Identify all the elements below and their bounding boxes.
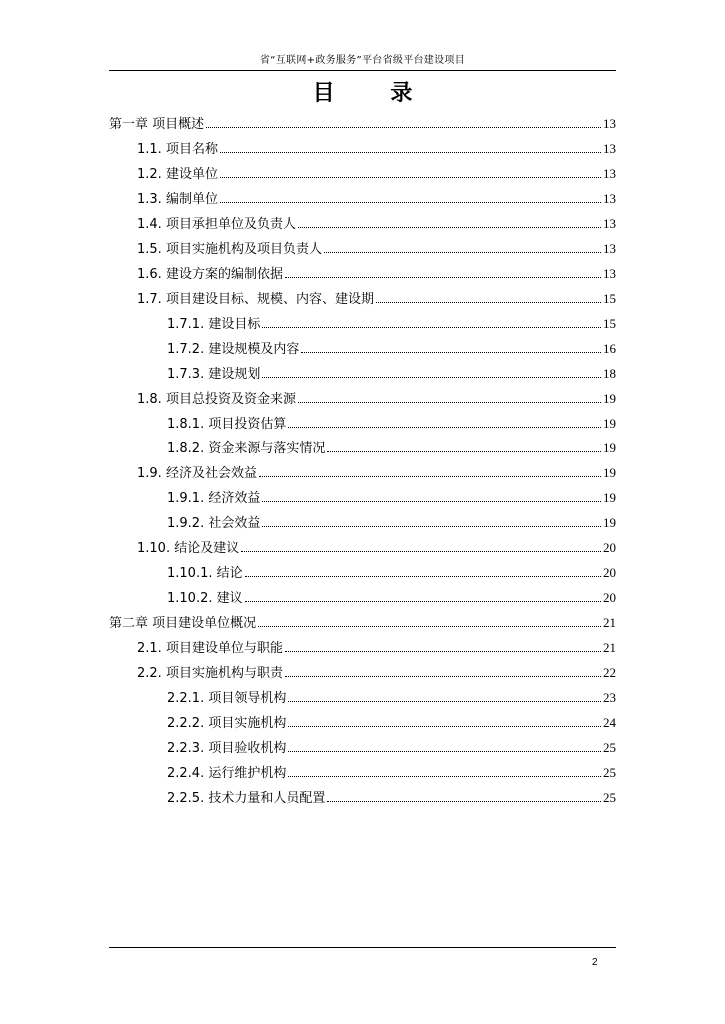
toc-entry-page-number: 19 [603,515,616,531]
toc-dot-leader [245,575,601,577]
footer-page-number: 2 [592,957,598,968]
toc-entry-label: 1.7.2. 建设规模及内容 [167,338,299,357]
toc-dot-leader [298,226,601,228]
toc-entry-label: 第一章 项目概述 [109,113,204,132]
toc-dot-leader [220,151,601,153]
toc-entry-page-number: 20 [603,540,616,556]
toc-dot-leader [285,650,601,652]
toc-entry-label: 1.3. 编制单位 [137,188,218,207]
toc-entry[interactable] [109,335,616,357]
toc-entry[interactable] [109,185,616,207]
toc-entry-label: 1.8.2. 资金来源与落实情况 [167,437,325,456]
toc-entry-label: 1.4. 项目承担单位及负责人 [137,213,296,232]
toc-entry[interactable] [109,135,616,157]
toc-entry-label: 2.2.5. 技术力量和人员配置 [167,787,325,806]
toc-entry-label: 2.1. 项目建设单位与职能 [137,637,283,656]
toc-entry-page-number: 16 [603,340,616,356]
toc-entry[interactable] [109,609,616,631]
toc-entry-page-number: 20 [603,590,616,606]
toc-entry-label: 1.8.1. 项目投资估算 [167,413,286,432]
toc-dot-leader [285,276,601,278]
toc-dot-leader [262,500,601,502]
toc-entry-page-number: 25 [603,740,616,755]
toc-entry-label: 1.10.2. 建议 [167,587,243,606]
toc-dot-leader [258,625,601,627]
toc-dot-leader [206,126,601,128]
header-rule [109,70,616,71]
toc-dot-leader [327,450,601,452]
toc-entry-label: 1.9. 经济及社会效益 [137,462,257,481]
toc-dot-leader [262,376,601,378]
toc-entry[interactable] [109,484,616,506]
toc-entry-page-number: 13 [603,190,616,206]
running-header: 省“互联网+政务服务”平台省级平台建设项目 [259,55,466,66]
toc-entry-label: 1.10. 结论及建议 [137,537,239,556]
toc-entry[interactable] [109,210,616,232]
toc-entry-page-number: 25 [603,789,616,805]
toc-dot-leader [262,525,601,527]
toc-entry-page-number: 19 [603,490,616,506]
toc-entry-label: 1.7. 项目建设目标、规模、内容、建设期 [137,288,374,307]
toc-entry-page-number: 19 [603,415,616,431]
toc-entry-page-number: 18 [603,365,616,381]
toc-dot-leader [262,326,601,328]
toc-entry-page-number: 19 [603,390,616,406]
toc-entry-page-number: 25 [603,764,616,780]
toc-entry-label: 1.9.2. 社会效益 [167,512,260,531]
toc-dot-leader [245,600,601,602]
toc-dot-leader [301,351,601,353]
toc-entry-page-number: 13 [603,140,616,156]
toc-entry[interactable] [109,310,616,332]
toc-entry[interactable] [109,784,616,806]
toc-entry[interactable] [109,360,616,382]
toc-dot-leader [288,775,601,777]
toc-entry-label: 2.2.1. 项目领导机构 [167,687,286,706]
page-title: 目 录 [312,81,437,106]
toc-entry-page-number: 21 [603,640,616,656]
toc-dot-leader [376,301,601,303]
toc-entry-label: 1.5. 项目实施机构及项目负责人 [137,238,322,257]
toc-entry-label: 1.9.1. 经济效益 [167,487,260,506]
toc-entry-label: 2.2.3. 项目验收机构 [167,737,286,756]
toc-entry[interactable] [109,110,616,132]
toc-dot-leader [259,475,601,477]
toc-entry[interactable] [109,235,616,257]
toc-entry-page-number: 20 [603,565,616,581]
toc-entry[interactable] [109,734,616,756]
toc-entry-label: 1.7.3. 建设规划 [167,363,260,382]
toc-dot-leader [220,176,601,178]
toc-entry-label: 2.2.2. 项目实施机构 [167,712,286,731]
toc-dot-leader [288,750,601,752]
toc-entry[interactable] [109,534,616,556]
toc-entry-page-number: 13 [603,240,616,256]
footer-rule [109,947,616,948]
toc-entry-page-number: 19 [603,465,616,481]
toc-entry-label: 1.1. 项目名称 [137,138,218,157]
toc-entry[interactable] [109,584,616,606]
toc-dot-leader [220,201,601,203]
toc-dot-leader [285,675,601,677]
toc-entry[interactable] [109,434,616,456]
toc-entry-page-number: 19 [603,440,616,456]
toc-entry-page-number: 23 [603,690,616,706]
toc-entry[interactable] [109,385,616,407]
toc-entry-page-number: 13 [603,165,616,181]
toc-entry-page-number: 15 [603,290,616,306]
toc-dot-leader [327,800,601,802]
toc-dot-leader [298,401,601,403]
toc-entry-label: 1.6. 建设方案的编制依据 [137,263,283,282]
toc-entry-page-number: 24 [603,715,616,731]
toc-entry[interactable] [109,634,616,656]
toc-entry[interactable] [109,684,616,706]
toc-dot-leader [241,550,601,552]
toc-entry-page-number: 15 [603,315,616,331]
toc-entry-page-number: 13 [603,116,616,131]
toc-entry-label: 2.2.4. 运行维护机构 [167,762,286,781]
toc-dot-leader [324,251,601,253]
toc-entry-label: 2.2. 项目实施机构与职责 [137,662,283,681]
toc-entry[interactable] [109,659,616,681]
toc-entry[interactable] [109,410,616,432]
toc-entry-label: 1.8. 项目总投资及资金来源 [137,388,296,407]
toc-entry-page-number: 13 [603,215,616,231]
toc-entry[interactable] [109,559,616,581]
toc-entry-label: 1.10.1. 结论 [167,562,243,581]
toc-entry-label: 1.7.1. 建设目标 [167,313,260,332]
toc-entry[interactable] [109,709,616,731]
toc-entry-page-number: 13 [603,265,616,281]
toc-entry-label: 第二章 项目建设单位概况 [109,612,256,631]
toc-entry[interactable] [109,260,616,282]
toc-entry-page-number: 21 [603,615,616,631]
toc-entry[interactable] [109,459,616,481]
toc-entry[interactable] [109,759,616,781]
toc-dot-leader [288,426,601,428]
toc-dot-leader [288,725,601,727]
toc-entry-label: 1.2. 建设单位 [137,163,218,182]
toc-entry[interactable] [109,509,616,531]
toc-entry[interactable] [109,160,616,182]
toc-entry[interactable] [109,285,616,307]
toc-dot-leader [288,700,601,702]
toc-entry-page-number: 22 [603,665,616,681]
